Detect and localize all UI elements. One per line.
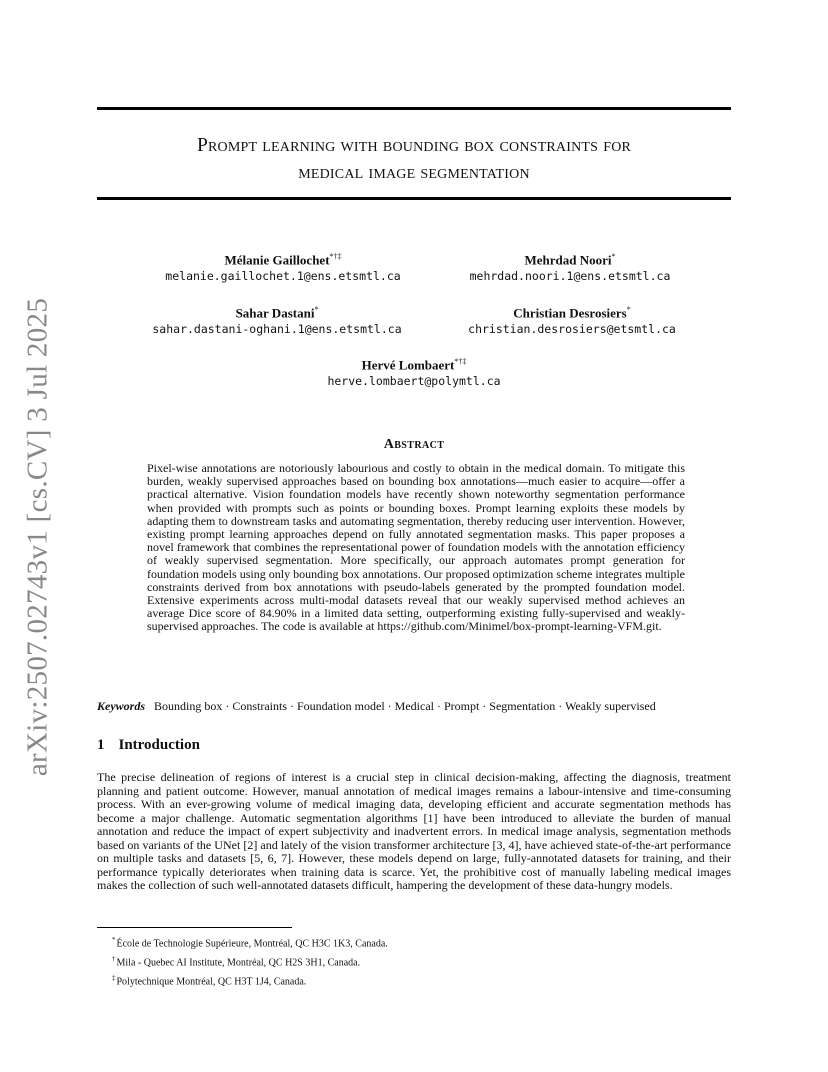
- title-line-2: medical image segmentation: [298, 162, 530, 183]
- footnote-rule: [97, 927, 292, 928]
- title-top-rule: [97, 107, 731, 110]
- author-block: [133, 249, 433, 284]
- footnote-text: Mila - Quebec AI Institute, Montréal, QC H2S 3H1, Canada.: [116, 957, 361, 969]
- footnote-text: Polytechnique Montréal, QC H3T 1J4, Canada.: [116, 975, 307, 987]
- author-email: christian.desrosiers@etsmtl.ca: [468, 322, 676, 337]
- footnote-item: [112, 971, 388, 990]
- footnote-mark: ‡: [112, 973, 116, 982]
- arxiv-identifier: arXiv:2507.02743v1 [cs.CV] 3 Jul 2025: [21, 297, 54, 777]
- author-email: mehrdad.noori.1@ens.etsmtl.ca: [469, 269, 671, 284]
- author-affiliation-marks: *†‡: [329, 252, 342, 261]
- abstract-heading: Abstract: [383, 437, 445, 452]
- section-number: 1: [97, 737, 105, 753]
- author-email: melanie.gaillochet.1@ens.etsmtl.ca: [165, 269, 401, 284]
- author-name: Mélanie Gaillochet: [224, 252, 330, 268]
- footnotes: [112, 933, 388, 989]
- paper-title: [97, 132, 731, 186]
- author-name: Hervé Lombaert: [361, 357, 455, 373]
- author-affiliation-marks: *: [314, 305, 319, 314]
- title-bottom-rule: [97, 197, 731, 200]
- footnote-item: [112, 933, 388, 952]
- keywords-label: Keywords: [97, 699, 145, 713]
- abstract-body: Pixel-wise annotations are notoriously labourious and costly to obtain in the medical domain. To mitigate this burden, weakly supervised approaches based on bounding box annotations—much easier to acquire—offer a practical alternative. Vision foundation models have recently shown noteworthy segmentation performance when provided with prompts such as points or bounding boxes. Prompt learning exploits these models by adapting them to downstream tasks and automating segmentation, thereby reducing user intervention. However, existing prompt learning approaches depend on fully annotated segmentation masks. This paper proposes a novel framework that combines the representational power of foundation models with the annotation efficiency of weakly supervised segmentation. More specifically, our approach automates prompt generation for foundation models using only bounding box annotations. Our proposed optimization scheme integrates multiple constraints derived from box annotations with pseudo-labels generated by the prompted foundation model. Extensive experiments across multi-modal datasets reveal that our weakly supervised method achieves an average Dice score of 84.90% in a limited data setting, outperforming existing fully-supervised and weakly-supervised approaches. The code is available at https://github.com/Minimel/box-prompt-learning-VFM.git.: [147, 461, 685, 634]
- author-block: [422, 302, 722, 337]
- author-block: [420, 249, 720, 284]
- author-affiliation-marks: *: [626, 305, 631, 314]
- author-name: Christian Desrosiers: [513, 305, 627, 321]
- footnote-mark: †: [112, 954, 116, 963]
- footnote-item: [112, 952, 388, 971]
- author-email: sahar.dastani-oghani.1@ens.etsmtl.ca: [152, 322, 402, 337]
- footnote-mark: *: [112, 936, 116, 944]
- title-line-1: Prompt learning with bounding box constraints for: [196, 135, 632, 156]
- author-block: [127, 302, 427, 337]
- section-heading-introduction: [97, 737, 200, 754]
- introduction-paragraph: The precise delineation of regions of interest is a crucial step in clinical decision-making, affecting the diagnosis, treatment planning and patient outcome. However, manual annotation of medical images remains a labour-intensive and time-consuming process. With an ever-growing volume of medical imaging data, developing efficient and accurate segmentation methods has become a major challenge. Automatic segmentation algorithms [1] have been introduced to alleviate the burden of manual annotation and reduce the impact of expert subjectivity and inadvertent errors. In medical image analysis, segmentation methods based on variants of the UNet [2] and lately of the vision transformer architecture [3, 4], have achieved state-of-the-art performance on multiple tasks and datasets [5, 6, 7]. However, these models depend on large, fully-annotated datasets for training, and their performance typically deteriorates when training data is scarce. Yet, the prohibitive cost of manually labeling medical images makes the collection of such well-annotated datasets difficult, hampering the development of these data-hungry models.: [97, 770, 731, 892]
- keywords-list: Bounding box · Constraints · Foundation model · Medical · Prompt · Segmentation · Weakly supervised: [154, 699, 656, 713]
- section-title: Introduction: [118, 737, 200, 753]
- footnote-text: École de Technologie Supérieure, Montréal, QC H3C 1K3, Canada.: [116, 938, 388, 950]
- author-name: Mehrdad Noori: [524, 252, 612, 268]
- author-block: [264, 354, 564, 389]
- author-name: Sahar Dastani: [235, 305, 315, 321]
- author-email: herve.lombaert@polymtl.ca: [327, 374, 501, 389]
- author-affiliation-marks: *†‡: [454, 357, 467, 366]
- author-affiliation-marks: *: [611, 252, 616, 261]
- keywords-line: [97, 699, 731, 714]
